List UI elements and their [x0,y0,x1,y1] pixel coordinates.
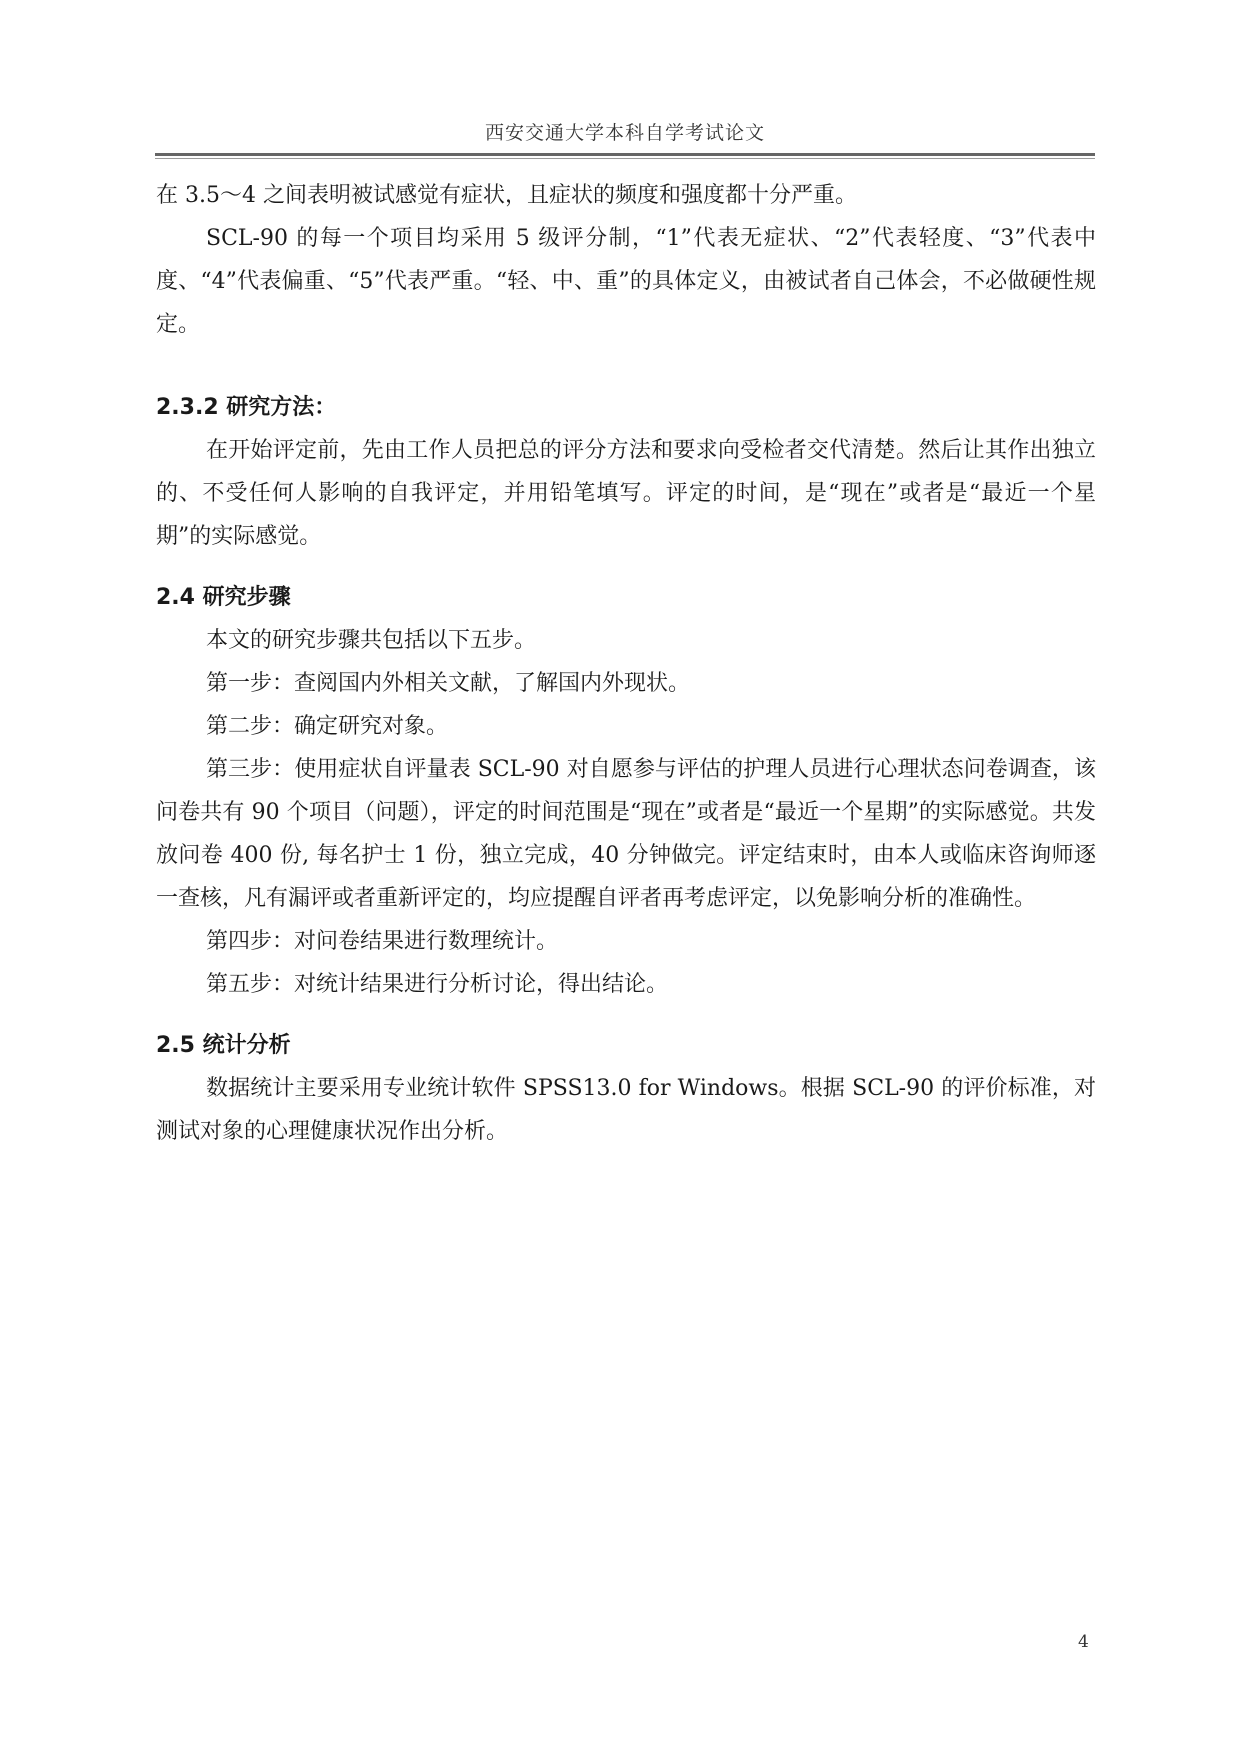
body-paragraph-scoring: SCL-90 的每一个项目均采用 5 级评分制，“1”代表无症状、“2”代表轻度、“3”代表中度、“4”代表偏重、“5”代表严重。“轻、中、重”的具体定义，由被试者自己体会，不必做硬性规定。 [156,226,1096,337]
section-heading-2-4: 2.4 研究步骤 [156,585,291,610]
spacer [156,346,1096,386]
step-item-3: 第三步：使用症状自评量表 SCL-90 对自愿参与评估的护理人员进行心理状态问卷调查，该问卷共有 90 个项目（问题），评定的时间范围是“现在”或者是“最近一个星期”的实际感觉。共发放问卷 400 份, 每名护士 1 份，独立完成，40 分钟做完。评定结束时，由本人或临床咨询师逐一查核，凡有漏评或者重新评定的，均应提醒自评者再考虑评定，以免影响分析的准确性。 [156,757,1096,911]
section-heading-2-3-2: 2.3.2 研究方法： [156,395,337,420]
body-paragraph-method: 在开始评定前，先由工作人员把总的评分方法和要求向受检者交代清楚。然后让其作出独立的、不受任何人影响的自我评定，并用铅笔填写。评定的时间，是“现在”或者是“最近一个星期”的实际感觉。 [156,438,1096,549]
spacer [156,1006,1096,1024]
step-item-1: 第一步：查阅国内外相关文献，了解国内外现状。 [206,671,691,696]
page-body [156,174,1096,1153]
header-rule [155,153,1095,156]
step-item-4: 第四步：对问卷结果进行数理统计。 [206,929,559,954]
step-item-5: 第五步：对统计结果进行分析讨论，得出结论。 [206,972,669,997]
section-heading-2-5: 2.5 统计分析 [156,1033,291,1058]
steps-intro: 本文的研究步骤共包括以下五步。 [206,628,537,653]
body-paragraph-statistics: 数据统计主要采用专业统计软件 SPSS13.0 for Windows。根据 SCL-90 的评价标准，对测试对象的心理健康状况作出分析。 [156,1076,1096,1144]
running-header: 西安交通大学本科自学考试论文 [484,122,765,144]
page-number: 4 [1078,1632,1089,1652]
body-paragraph-continued: 在 3.5～4 之间表明被试感觉有症状，且症状的频度和强度都十分严重。 [156,183,857,208]
header-rule-thin [155,158,1095,159]
spacer [156,558,1096,576]
step-item-2: 第二步：确定研究对象。 [206,714,449,739]
